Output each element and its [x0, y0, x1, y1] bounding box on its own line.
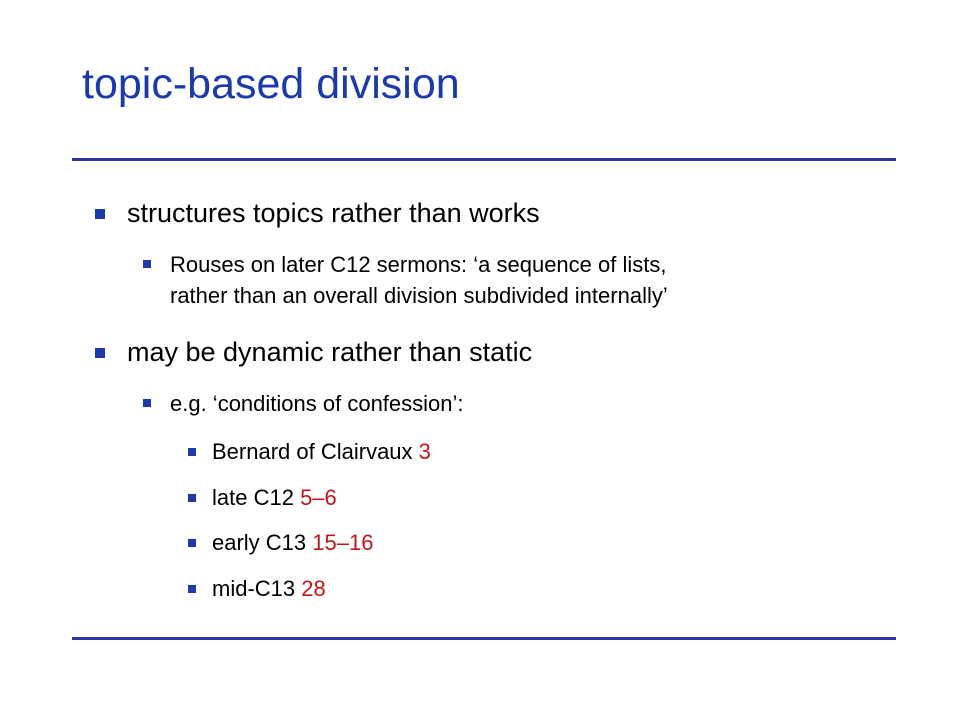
item-value: 15–16 [312, 530, 374, 555]
bullet-text: may be dynamic rather than static [127, 337, 533, 367]
item-value: 28 [301, 576, 326, 601]
bullet-point-dynamic [127, 337, 532, 368]
list-item [212, 439, 431, 465]
square-bullet-icon [188, 448, 196, 456]
bullet-text: structures topics rather than works [127, 198, 540, 228]
sub-bullet-conditions [170, 388, 464, 419]
item-label: mid-C13 [212, 576, 302, 601]
list-item [212, 485, 337, 511]
sub-bullet-line-1: Rouses on later C12 sermons: ‘a sequence of lists, [170, 252, 667, 277]
square-bullet-icon [188, 539, 196, 547]
sub-bullet-text: e.g. ‘conditions of confession’: [170, 391, 464, 416]
square-bullet-icon [143, 260, 151, 268]
square-bullet-icon [188, 585, 196, 593]
square-bullet-icon [188, 494, 196, 502]
item-label: early C13 [212, 530, 313, 555]
square-bullet-icon [95, 348, 105, 358]
square-bullet-icon [143, 399, 151, 407]
sub-bullet-line-2: rather than an overall division subdivided internally’ [170, 283, 668, 308]
item-value: 3 [418, 439, 431, 464]
item-value: 5–6 [300, 485, 337, 510]
sub-bullet-rouses [170, 249, 668, 311]
square-bullet-icon [95, 209, 105, 219]
list-item [212, 576, 326, 602]
bullet-point-structures [127, 198, 540, 229]
item-label: Bernard of Clairvaux [212, 439, 419, 464]
top-divider [72, 158, 896, 161]
item-label: late C12 [212, 485, 301, 510]
list-item [212, 530, 373, 556]
slide-title: topic-based division [82, 60, 460, 108]
bottom-divider [72, 637, 896, 640]
